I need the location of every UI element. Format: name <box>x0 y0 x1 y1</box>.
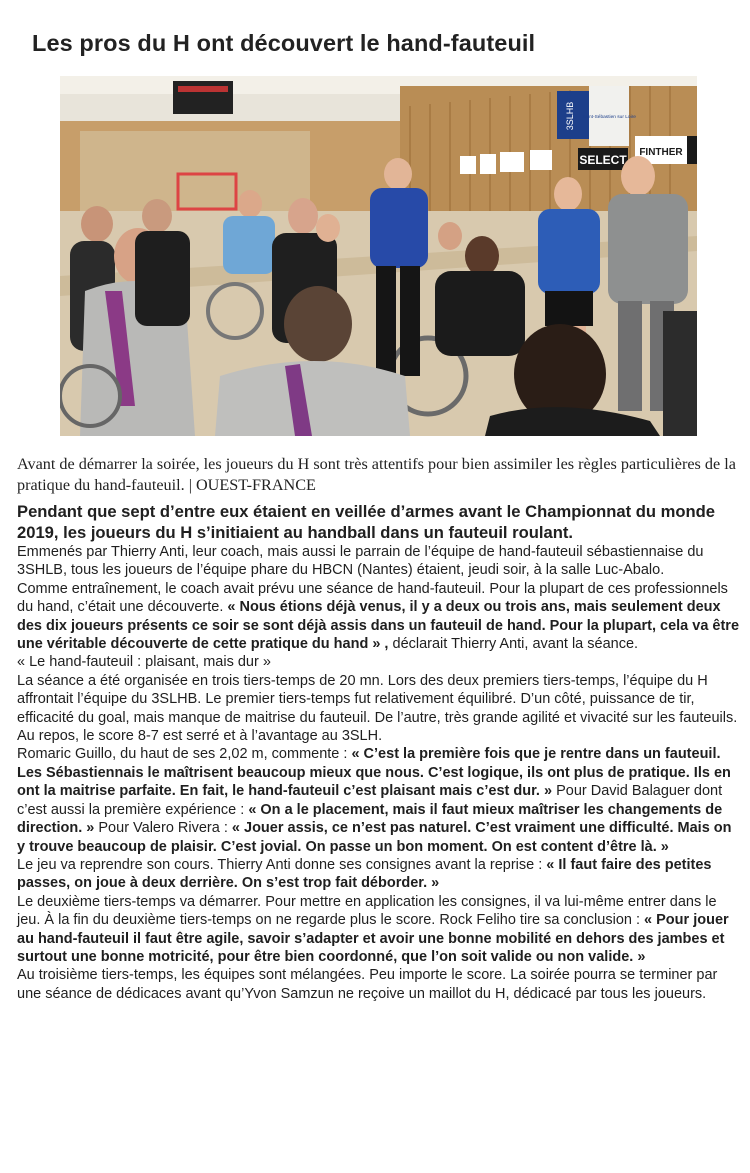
quote-thierry-anti-2: « Il faut faire des petites passes, on joue à deux derrière. On s’est trop fait déborder. » <box>17 856 712 892</box>
photo-sign-select: SELECT <box>579 153 627 167</box>
paragraph-5-text-a: Le jeu va reprendre son cours. Thierry Anti donne ses consignes avant la reprise : <box>17 856 543 873</box>
photo-caption: Avant de démarrer la soirée, les joueurs du H sont très attentifs pour bien assimiler les règles particulières de la pratique du hand-fauteuil. | OUEST-FRANCE <box>17 455 736 494</box>
photo-sign-saint-sebastien: Saint-Sébastien sur Loire <box>582 115 636 120</box>
paragraph-2-text-a: Comme entraînement, le coach avait prévu une séance de hand-fauteuil. Pour la plupart de ces professionnels du hand, c’était une découverte. <box>17 580 728 616</box>
paragraph-2-text-b: déclarait Thierry Anti, avant la séance. <box>392 636 639 653</box>
quote-romaric-guillo: « C’est la première fois que je rentre dans un fauteuil. Les Sébastiennais le maîtrisent beaucoup mieux que nous. C’est logique, ils ont plus de pratique. Ils en ont la maitrise parfaite. En fait, le hand-fauteuil c’est plaisant mais c’est dur. » <box>17 746 731 800</box>
quote-david-balaguer: « On a le placement, mais il faut mieux maîtriser les changements de direction. » <box>17 801 723 837</box>
paragraph-7: Au troisième tiers-temps, les équipes sont mélangées. Peu importe le score. La soirée pourra se terminer par une séance de dédicaces avant qu’Yvon Samzun ne reçoive un maillot du H, dédicacé par tous les joueurs. <box>17 967 718 1002</box>
quote-valero-rivera: « Jouer assis, ce n’est pas naturel. C’est vraiment une difficulté. Mais on y trouve beaucoup de plaisir. C’est jovial. On passe un bon moment. On est content d’être là. » <box>17 820 732 855</box>
subheading: « Le hand-fauteuil : plaisant, mais dur » <box>17 654 271 671</box>
paragraph-6 <box>17 893 742 967</box>
paragraph-4 <box>17 745 742 855</box>
paragraph-1: Emmenés par Thierry Anti, leur coach, mais aussi le parrain de l’équipe de hand-fauteuil sébastiennaise du 3SHLB, tous les joueurs de l’équipe phare du HBCN (Nantes) étaient, jeudi soir, à la salle Luc-Abalo. <box>17 544 704 579</box>
article-body <box>17 502 742 1003</box>
paragraph-5 <box>17 856 742 893</box>
paragraph-2 <box>17 580 742 654</box>
photo-sign-finther: FINTHER <box>639 147 683 158</box>
quote-rock-feliho: « Pour jouer au hand-fauteuil il faut être agile, savoir s’adapter et avoir une bonne mobilité en dehors des jambes et surtout une bonne motricité, pour être bien coordonné, que l’on soit valide ou non valide. » <box>17 912 729 965</box>
paragraph-3: La séance a été organisée en trois tiers-temps de 20 mn. Lors des deux premiers tiers-temps, l’équipe du H affrontait l’équipe du 3SLHB. Le premier tiers-temps fut relativement équilibré. D’un côté, puissance de tir, efficacité du goal, mais manque de maitrise du fauteuil. De l’autre, très grande agilité et vivacité sur les fauteuils. Au repos, le score 8-7 est serré et à l’avantage au 3SLH. <box>17 672 738 745</box>
article-lead: Pendant que sept d’entre eux étaient en veillée d’armes avant le Championnat du monde 2019, les joueurs du H s’initiaient au handball dans un fauteuil roulant. <box>17 502 716 542</box>
photo-sign-3slhb: 3SLHB <box>565 101 575 131</box>
paragraph-4-text-b: Pour David Balaguer dont c’est aussi la première expérience : <box>17 783 723 818</box>
paragraph-4-text-a: Romaric Guillo, du haut de ses 2,02 m, commente : <box>17 746 348 763</box>
article-photo <box>60 76 697 436</box>
article-title: Les pros du H ont découvert le hand-fauteuil <box>32 30 536 56</box>
paragraph-6-text-a: Le deuxième tiers-temps va démarrer. Pour mettre en application les consignes, il va lui-même entrer dans le jeu. À la fin du deuxième tiers-temps on ne regarde plus le score. Rock Feliho tire sa conclusion : <box>17 893 717 929</box>
paragraph-4-text-c: Pour Valero Rivera : <box>98 820 228 837</box>
quote-thierry-anti-1: « Nous étions déjà venus, il y a deux ou trois ans, mais seulement deux des dix joueurs présents ce soir se sont déjà assis dans un fauteuil de hand. Pour la plupart, cela va être une véritable découverte de cette pratique du hand » , <box>17 599 740 653</box>
